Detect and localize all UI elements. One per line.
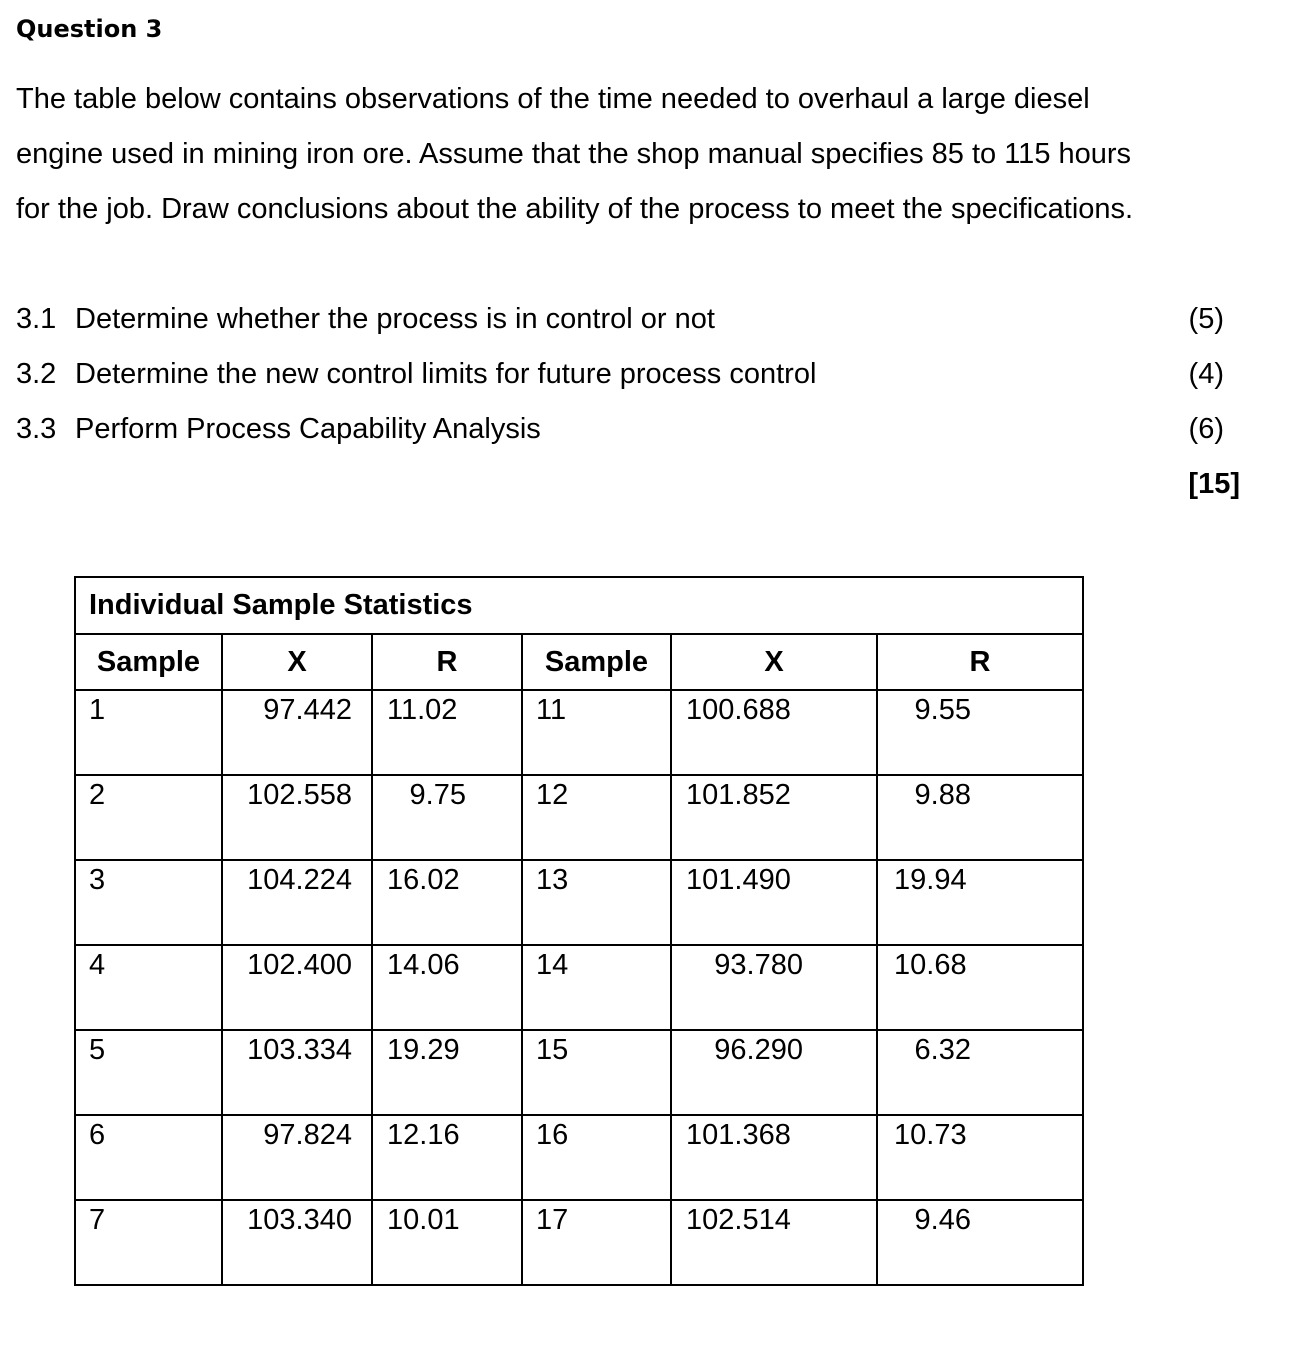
r-cell: 9.75 [372,775,522,860]
sample-cell: 13 [522,860,671,945]
sample-cell: 2 [75,775,222,860]
r-cell: 16.02 [372,860,522,945]
intro-line: engine used in mining iron ore. Assume that the shop manual specifies 85 to 115 hours [16,138,1132,170]
task-marks: (5) [1188,303,1224,335]
sample-cell: 6 [75,1115,222,1200]
x-cell: 104.224 [222,860,372,945]
r-cell: 19.29 [372,1030,522,1115]
task-3-3 [16,402,1246,457]
table-caption: Individual Sample Statistics [75,577,1083,634]
x-cell: 102.558 [222,775,372,860]
r-cell: 10.01 [372,1200,522,1285]
column-header: R [877,634,1083,690]
r-cell: 10.68 [877,945,1083,1030]
task-text: Perform Process Capability Analysis [75,413,541,445]
task-marks: (6) [1188,413,1224,445]
r-cell: 9.55 [877,690,1083,775]
x-cell: 96.290 [671,1030,877,1115]
r-cell: 19.94 [877,860,1083,945]
column-header: R [372,634,522,690]
question-title: Question 3 [16,15,163,43]
task-number: 3.2 [16,358,57,390]
table-row [75,690,1083,775]
total-marks: [15] [1188,468,1240,500]
x-cell: 102.400 [222,945,372,1030]
r-cell: 11.02 [372,690,522,775]
x-cell: 97.824 [222,1115,372,1200]
table-row [75,945,1083,1030]
x-cell: 101.368 [671,1115,877,1200]
sample-cell: 12 [522,775,671,860]
task-number: 3.1 [16,303,57,335]
x-cell: 101.490 [671,860,877,945]
intro-line: for the job. Draw conclusions about the ability of the process to meet the specifications. [16,193,1134,225]
sample-cell: 1 [75,690,222,775]
sample-cell: 4 [75,945,222,1030]
sample-cell: 14 [522,945,671,1030]
task-3-2 [16,347,1246,402]
intro-line: The table below contains observations of the time needed to overhaul a large diesel [16,83,1090,115]
column-header: X [671,634,877,690]
table-row [75,1115,1083,1200]
table-row [75,775,1083,860]
r-cell: 14.06 [372,945,522,1030]
task-number: 3.3 [16,413,57,445]
x-cell: 102.514 [671,1200,877,1285]
r-cell: 12.16 [372,1115,522,1200]
r-cell: 6.32 [877,1030,1083,1115]
r-cell: 10.73 [877,1115,1083,1200]
sample-cell: 16 [522,1115,671,1200]
sample-cell: 5 [75,1030,222,1115]
column-header: Sample [75,634,222,690]
sample-cell: 15 [522,1030,671,1115]
table-row [75,1030,1083,1115]
task-marks: (4) [1188,358,1224,390]
x-cell: 103.340 [222,1200,372,1285]
task-text: Determine the new control limits for future process control [75,358,817,390]
column-header: Sample [522,634,671,690]
x-cell: 100.688 [671,690,877,775]
table-row [75,1200,1083,1285]
sample-cell: 3 [75,860,222,945]
sample-cell: 7 [75,1200,222,1285]
table-row [75,860,1083,945]
x-cell: 93.780 [671,945,877,1030]
x-cell: 103.334 [222,1030,372,1115]
r-cell: 9.88 [877,775,1083,860]
sample-statistics-table [74,576,1084,1286]
task-3-1 [16,292,1246,347]
x-cell: 101.852 [671,775,877,860]
table-header-row [75,634,1083,690]
sample-cell: 17 [522,1200,671,1285]
question-intro [16,72,1276,237]
sample-cell: 11 [522,690,671,775]
r-cell: 9.46 [877,1200,1083,1285]
x-cell: 97.442 [222,690,372,775]
column-header: X [222,634,372,690]
task-text: Determine whether the process is in control or not [75,303,715,335]
